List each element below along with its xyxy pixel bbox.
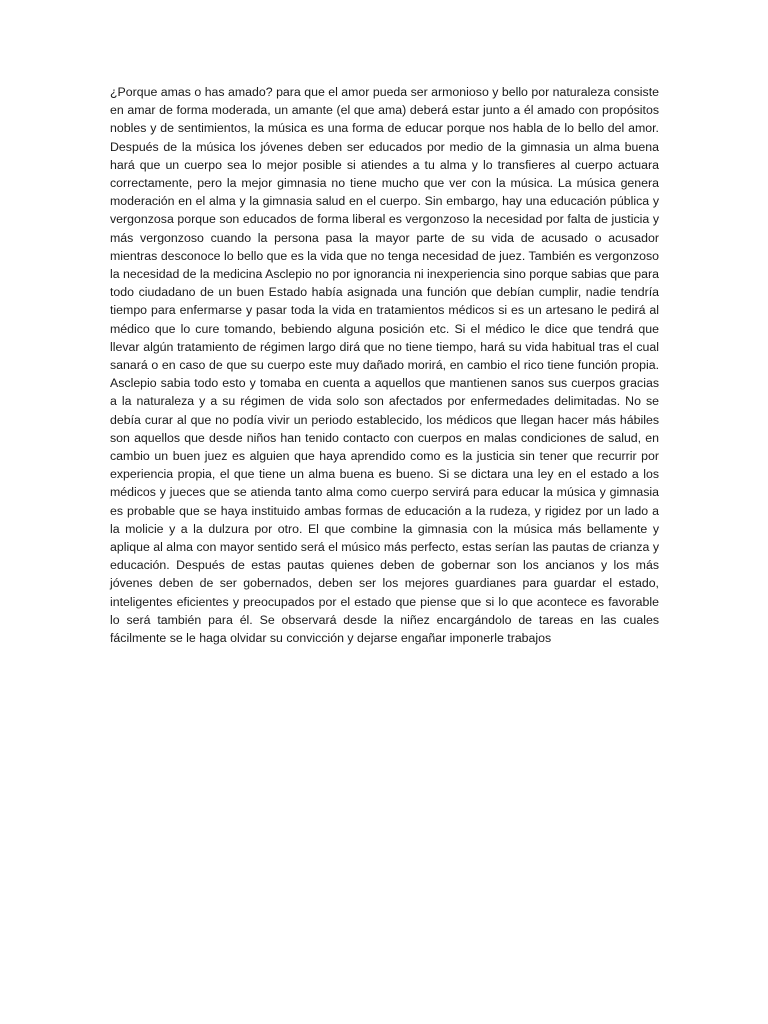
body-paragraph: ¿Porque amas o has amado? para que el amor pueda ser armonioso y bello por naturaleza consiste en amar de forma moderada, un amante (el que ama) deberá estar junto a él amado con propósitos nobles y de sentimientos, la música es una forma de educar porque nos habla de lo bello del amor. Después de la música los jóvenes deben ser educados por medio de la gimnasia un alma buena hará que un cuerpo sea lo mejor posible si atiendes a tu alma y lo transfieres al cuerpo actuara correctamente, pero la mejor gimnasia no tiene mucho que ver con la música. La música genera moderación en el alma y la gimnasia salud en el cuerpo. Sin embargo, hay una educación pública y vergonzosa porque son educados de forma liberal es vergonzoso la necesidad por falta de justicia y más vergonzoso cuando la persona pasa la mayor parte de su vida de acusado o acusador mientras desconoce lo bello que es la vida que no tenga necesidad de juez. También es vergonzoso la necesidad de la medicina Asclepio no por ignorancia ni inexperiencia sino porque sabias que para todo ciudadano de un buen Estado había asignada una función que debían cumplir, nadie tendría tiempo para enfermarse y pasar toda la vida en tratamientos médicos si es un artesano le pedirá al médico que lo cure tomando, bebiendo alguna posición etc. Si el médico le dice que tendrá que llevar algún tratamiento de régimen largo dirá que no tiene tiempo, hará su vida habitual tras el cual sanará o en caso de que su cuerpo este muy dañado morirá, en cambio el rico tiene función propia. Asclepio sabia todo esto y tomaba en cuenta a aquellos que mantienen sanos sus cuerpos gracias a la naturaleza y a su régimen de vida solo son afectados por enfermedades delimitadas. No se debía curar al que no podía vivir un periodo establecido, los médicos que llegan hacer más hábiles son aquellos que desde niños han tenido contacto con cuerpos en malas condiciones de salud, en cambio un buen juez es alguien que haya aprendido como es la justicia sin tener que recurrir por experiencia propia, el que tiene un alma buena es bueno. Si se dictara una ley en el estado a los médicos y jueces que se atienda tanto alma como cuerpo servirá para educar la música y gimnasia es probable que se haya instituido ambas formas de educación a la rudeza, y rigidez por un lado a la molicie y a la dulzura por otro. El que combine la gimnasia con la música más bellamente y aplique al alma con mayor sentido será el músico más perfecto, estas serían las pautas de crianza y educación. Después de estas pautas quienes deben de gobernar son los ancianos y los más jóvenes deben de ser gobernados, deben ser los mejores guardianes para guardar el estado, inteligentes eficientes y preocupados por el estado que piense que si lo que acontece es favorable lo será también para él. Se observará desde la niñez encargándolo de tareas en las cuales fácilmente se le haga olvidar su convicción y dejarse engañar imponerle trabajos <box>110 85 659 646</box>
